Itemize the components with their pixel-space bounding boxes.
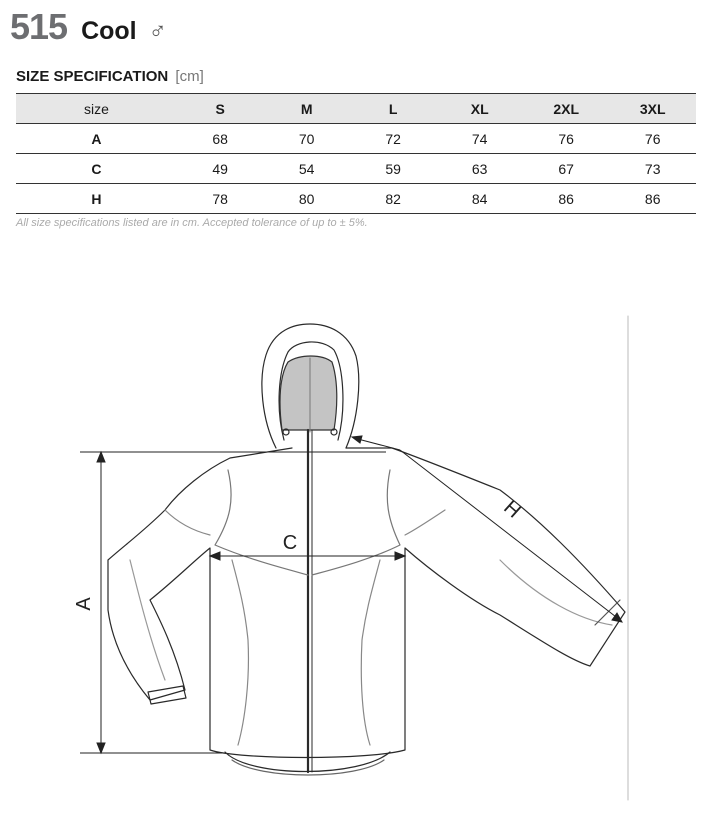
model-code: 515 — [10, 6, 68, 47]
size-header-cell: M — [263, 94, 350, 124]
table-cell: 86 — [523, 184, 610, 214]
spec-unit: [cm] — [175, 68, 204, 85]
male-gender-icon: ♂ — [148, 18, 167, 45]
table-cell: 84 — [436, 184, 523, 214]
arrow-icon — [395, 552, 405, 560]
table-cell: 80 — [263, 184, 350, 214]
arrow-icon — [210, 552, 220, 560]
table-cell: 76 — [523, 124, 610, 154]
spec-title-text: SIZE SPECIFICATION — [16, 68, 169, 85]
arrow-icon — [352, 436, 362, 443]
size-header-cell: XL — [436, 94, 523, 124]
row-label: H — [16, 184, 177, 214]
table-cell: 68 — [177, 124, 264, 154]
arrow-icon — [97, 452, 105, 462]
label-c: C — [282, 532, 298, 554]
size-header-cell: L — [350, 94, 437, 124]
table-cell: 63 — [436, 154, 523, 184]
table-cell: 73 — [609, 154, 696, 184]
model-name: Cool — [81, 17, 137, 45]
table-cell: 70 — [263, 124, 350, 154]
table-cell: 54 — [263, 154, 350, 184]
table-cell: 76 — [609, 124, 696, 154]
label-a: A — [73, 597, 95, 611]
size-header-cell: 3XL — [609, 94, 696, 124]
size-header-cell: S — [177, 94, 264, 124]
hood-lining — [280, 356, 337, 430]
row-label: A — [16, 124, 177, 154]
table-cell: 59 — [350, 154, 437, 184]
table-cell: 49 — [177, 154, 264, 184]
jacket-body-outline — [108, 448, 625, 758]
tolerance-note: All size specifications listed are in cm. Accepted tolerance of up to ± 5%. — [16, 217, 368, 229]
h-measure-line — [400, 450, 620, 620]
table-cell: 74 — [436, 124, 523, 154]
label-h: H — [499, 496, 525, 523]
table-cell: 82 — [350, 184, 437, 214]
table-cell: 67 — [523, 154, 610, 184]
table-cell: 86 — [609, 184, 696, 214]
arrow-icon — [97, 743, 105, 753]
table-cell: 78 — [177, 184, 264, 214]
size-header-cell: 2XL — [523, 94, 610, 124]
table-cell: 72 — [350, 124, 437, 154]
row-label: C — [16, 154, 177, 184]
size-column-label: size — [16, 94, 177, 124]
